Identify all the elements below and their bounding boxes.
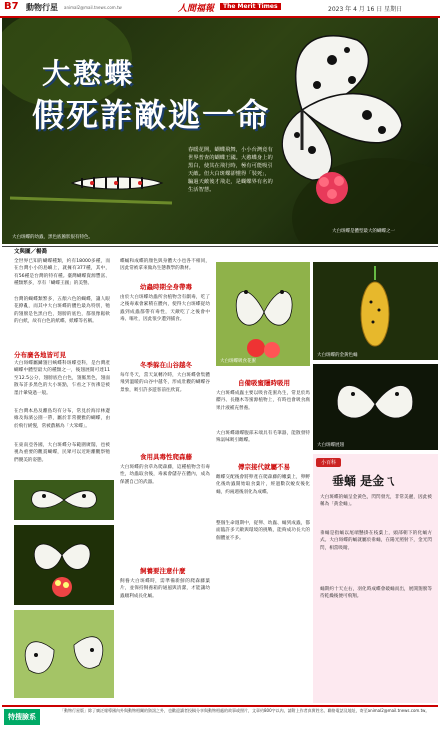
sidebar-para-2: 垂蛹是指蛹以尾端懸掛在枝葉上，頭部朝下的化蛹方式。大白斑蝶的蛹就屬於垂蛹，在陽光照射下，金光閃閃，相當吸睛。 xyxy=(320,531,432,551)
col1-para-3: 在東南亞各國，大白斑蝶分布範圍廣闊，也被視為重要的觀賞蝴蝶，民眾可以近距離觀察牠們優美的姿態。 xyxy=(14,443,110,463)
photo-golden-pupa xyxy=(313,262,438,360)
byline: 文與圖／楊喬 xyxy=(14,249,48,255)
col1-para-1: 大白斑蝶屬鱗翅目蛺蝶科斑蝶亞科，是台灣產蝴蝶中體型最大的種類之一，後翅展開可達11至12.5公分，翅膀底色白色，翅脈黑色，翅面散布許多黑色的大小斑點，乍看之下彷彿是被墨汁暈染過一般。 xyxy=(14,361,110,396)
footer-logo: 特搜臉系 xyxy=(4,709,40,725)
col3-para-1: 大白斑蝶成蟲主要以吸食花蜜為生，常見於馬纓丹、長穗木等蜜源植物上，有時也會吸食腐果汁液補充營養。 xyxy=(216,391,310,411)
caption-pupa: 大白斑蝶的金黃色蛹 xyxy=(317,353,358,358)
caption-feeding: 大白斑蝶吸食花蜜 xyxy=(220,359,256,364)
golden-pupa-icon xyxy=(313,262,438,360)
hero-intro-text: 春暖花開，蝴蝶飛舞，小小台灣竟有世界普查的蝴蝶王國。大憨蝶身上的黑白，使其在飛行時，極有可能吸引天敵。但大白斑蝶卻懂得「裝死」，騙過天敵後才飛走，是蝴蝶界有名的生活智慧。 xyxy=(188,147,273,193)
col1-intro-2: 台灣的蝴蝶類繁多，五顏六色的蝴蝶，讓人眼花撩亂，而其中大白斑蝶的體色最為特別，牠的翅膀是色黑白色，翅膀的底色，都很像鬆軟的白紙，故有白色的紙蝶、紙蝶等名稱。 xyxy=(14,297,110,325)
sidebar-para-1: 大白斑蝶的蛹呈金黃色，閃閃發光，非常美麗，因此被稱為「黃金蛹」。 xyxy=(320,495,432,508)
col3-para-3: 雌蝶交配後會將卵產在爬森藤的嫩葉上，卵孵化後幼蟲開始取食葉片，經過數次蛻皮後化蛹，約兩週後羽化為成蝶。 xyxy=(216,475,310,495)
newspaper-logo-en: The Merit Times xyxy=(220,3,281,10)
col2-subhead-4: 飼養要注意什麼 xyxy=(140,567,186,575)
col3-para-2: 大白斑蝶雄蝶腹部末端具有毛筆器，能散發特殊氣味吸引雌蝶。 xyxy=(216,431,310,444)
col2-subhead-1: 幼蟲時期全身帶毒 xyxy=(140,283,192,291)
photo-butterfly-on-flower xyxy=(14,525,114,605)
section-email: animal2@mail.tnews.com.tw xyxy=(64,5,122,10)
sidebar-title: 垂蛹 是金ㄟ xyxy=(332,474,397,488)
col3-subhead-2: 傳宗接代就屬不易 xyxy=(238,463,290,471)
col1-para-2: 在台灣本島及離島均有分布，常見於海岸林邊緣及海濱公園一帶，屬於非常優雅的蝴蝶，由於飛行緩慢，常被戲稱為「大笨蝶」。 xyxy=(14,409,110,429)
headline-title: 大憨蝶 xyxy=(42,57,136,90)
col1-intro: 全世界已知的蝴蝶種類，約有18000多種，而在台灣小小的島嶼上，就擁有377種，其中，有56種是台灣的特有種。臺灣蝴蝶資源豐富、種類繁多，享有「蝴蝶王國」的美譽。 xyxy=(14,259,110,287)
col2-para-3: 大白斑蝶的食草為爬森藤，這種植物含有毒性，幼蟲取食後，毒素會儲存在體內，成為保護自己的武器。 xyxy=(120,465,210,485)
newspaper-logo: 人間福報 xyxy=(178,4,215,14)
col2-subhead-3: 食用具毒性爬森藤 xyxy=(140,453,192,461)
caption-spread: 大白斑蝶展翅 xyxy=(317,443,344,448)
col3-subhead-1: 自備吸蜜隱時吸用 xyxy=(238,379,290,387)
sidebar-panel xyxy=(313,454,438,703)
butterfly-on-flower-icon xyxy=(14,525,114,605)
section-name: 動物行星 xyxy=(26,3,58,12)
sidebar-para-3: 蛹期約十天左右，羽化時成蝶會破蛹而出，展開翅膀等待乾燥後便可飛翔。 xyxy=(320,587,432,600)
photo-butterfly-spread xyxy=(313,364,438,450)
headline-subtitle: 假死詐敵逃一命 xyxy=(32,96,271,134)
photo-butterfly-flying xyxy=(14,480,114,520)
byline-rule xyxy=(2,246,438,256)
col2-para-1: 由於大白斑蝶幼蟲所食植物含有劇毒，吃了之後毒素會累積在體內，使得大白斑蝶從幼蟲到成蟲都帶有毒性，天敵吃了之後會中毒、嘔吐，因此很少遭到捕食。 xyxy=(120,295,210,323)
col2-subhead-2: 冬季躲在山谷越冬 xyxy=(140,361,192,369)
col2-para-4: 飼養大白斑蝶時，需準備新鮮的爬森藤葉片，並保持飼養箱的通風與清潔，才能讓幼蟲順利成長化蛹。 xyxy=(120,579,210,599)
hero-caption-left: 大白斑蝶的幼蟲，黑色底蝕狀很有特色。 xyxy=(12,235,93,240)
photo-butterfly-feeding xyxy=(216,262,310,366)
section-code: B7 xyxy=(4,1,19,12)
sidebar-label-badge: 小百科 xyxy=(316,458,341,467)
issue-date: 2023 年 4 月 16 日 星期日 xyxy=(328,6,403,13)
photo-butterflies-pair xyxy=(14,610,114,698)
col2-para-2: 每年冬天，當天氣轉冷時，大白斑蝶會集體飛到溫暖的山谷中越冬，形成壯觀的蝴蝶谷景象，吸引許多遊客前往欣賞。 xyxy=(120,373,210,393)
butterfly-flying-icon xyxy=(14,480,114,520)
butterfly-feeding-icon xyxy=(216,262,310,366)
footer-notice: 「動物行星版」除了廣泛報導國內外與動物相關的資訊之外，也歡迎讀者投稿分享與動物相處的故事或照片，文章約800字以內，請附上作者真實姓名、聯絡電話及地址，寄至animal2@mail.tnews.com.tw。 xyxy=(60,708,430,713)
hero-banner xyxy=(2,18,438,244)
butterfly-spread-icon xyxy=(313,364,438,450)
butterflies-pair-icon xyxy=(14,610,114,698)
col3-para-4: 整個生命週期中，從卵、幼蟲、蛹到成蟲，都面臨許多天敵與環境的挑戰，能夠成功長大的個體並不多。 xyxy=(216,521,310,541)
hero-caption-right: 大白斑蝶是體型最大的蝴蝶之一 xyxy=(332,229,395,234)
col2-intro: 蝶蛹和成蝶的顏色與身體大小也各不相同，因此常被拿來做為生態教學的教材。 xyxy=(120,259,210,272)
col1-subhead-1: 分布廣各地皆可見 xyxy=(14,351,66,359)
